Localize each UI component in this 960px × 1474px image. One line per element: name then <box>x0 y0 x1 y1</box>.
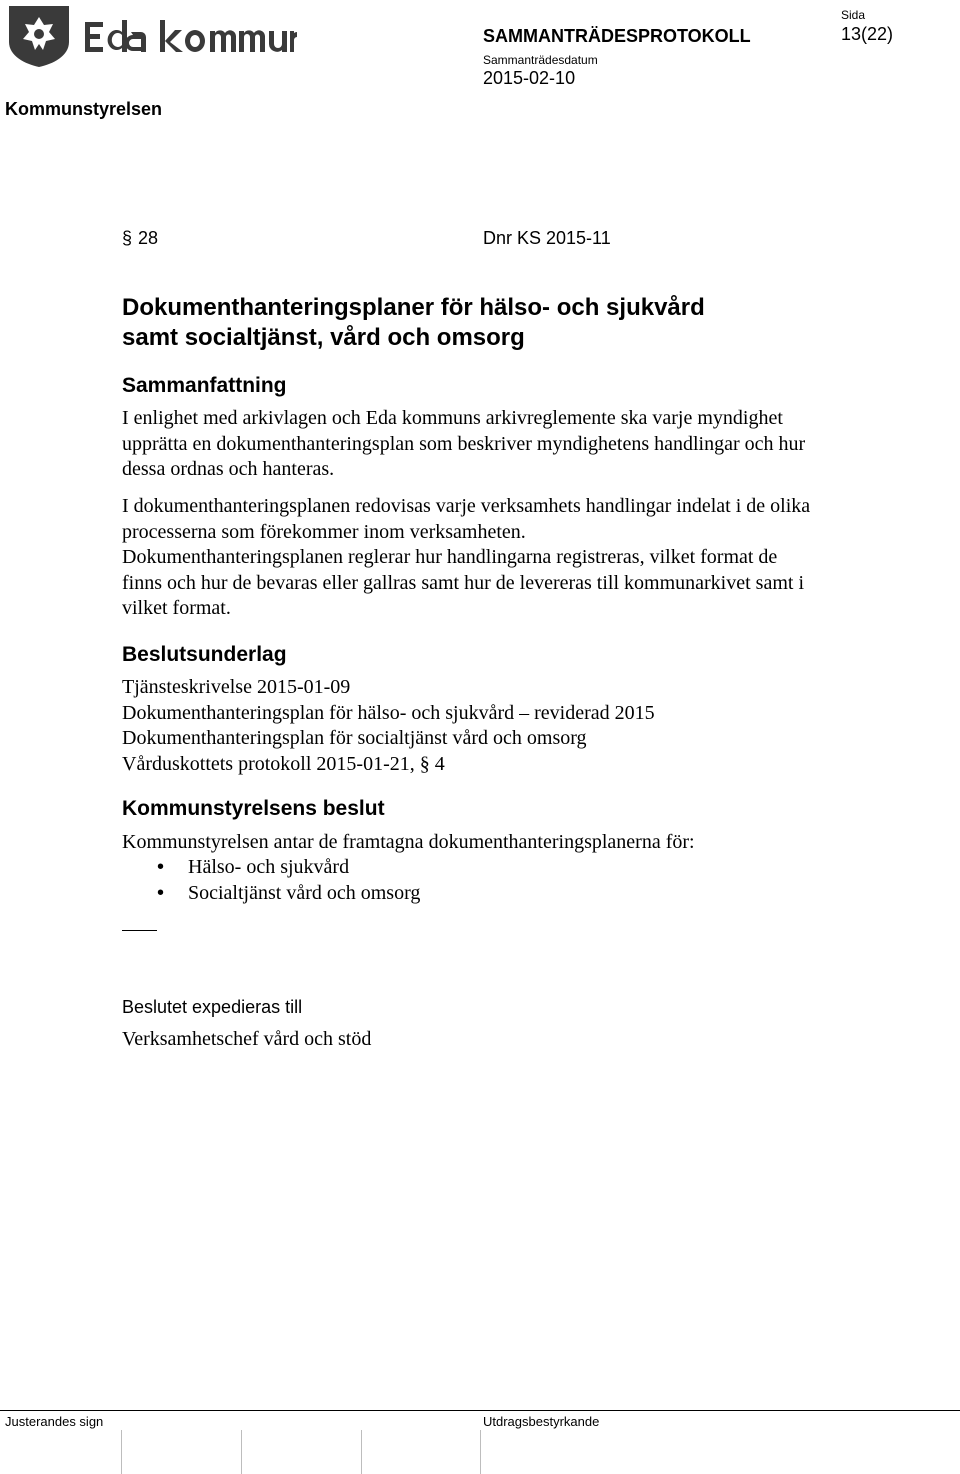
paragraph-sign: § <box>122 228 133 248</box>
eda-kommun-logo <box>7 4 297 68</box>
dispatch-recipient: Verksamhetschef vård och stöd <box>122 1028 372 1050</box>
document-title-line-2: samt socialtjänst, vård och omsorg <box>122 324 525 351</box>
document-title-line-1: Dokumenthanteringsplaner för hälso- och sjukvård <box>122 294 705 321</box>
protocol-title: SAMMANTRÄDESPROTOKOLL <box>483 26 751 46</box>
signature-box-divider <box>241 1430 242 1474</box>
board-decision-item-text: Socialtjänst vård och omsorg <box>188 881 421 904</box>
page-label: Sida <box>841 8 866 22</box>
board-decision-item-text: Hälso- och sjukvård <box>188 856 350 878</box>
paragraph-number-line <box>122 228 158 249</box>
organ-name: Kommunstyrelsen <box>5 99 163 119</box>
board-decision-item <box>122 881 420 907</box>
decision-basis-item: Dokumenthanteringsplan för hälso- och sjukvård – reviderad 2015 <box>122 701 655 724</box>
board-decision-list <box>122 855 420 906</box>
bullet-icon: • <box>157 881 165 904</box>
signature-label: Justerandes sign <box>5 1414 104 1429</box>
dispatch-heading: Beslutet expedieras till <box>122 997 303 1017</box>
board-decision-text: Kommunstyrelsen antar de framtagna dokumenthanteringsplanerna för: <box>122 831 695 853</box>
signature-box-divider <box>121 1430 122 1474</box>
board-decision-item <box>122 855 420 881</box>
signature-box-divider <box>480 1430 481 1474</box>
bullet-icon: • <box>157 856 165 878</box>
section-end-rule <box>122 930 157 931</box>
footer-rule <box>0 1410 960 1411</box>
meeting-date-value: 2015-02-10 <box>483 68 576 88</box>
decision-basis-item: Vårduskottets protokoll 2015-01-21, § 4 <box>122 752 445 775</box>
decision-basis-item: Dokumenthanteringsplan för socialtjänst vård och omsorg <box>122 727 587 749</box>
summary-heading: Sammanfattning <box>122 374 287 397</box>
meeting-date-label: Sammanträdesdatum <box>483 53 598 67</box>
summary-paragraph-2b: Dokumenthanteringsplanen reglerar hur handlingarna registreras, vilket format de finns och hur de bevaras eller gallras samt hur de levereras till kommunarkivet samt i vilket format. <box>122 546 805 619</box>
extract-certification-label: Utdragsbestyrkande <box>483 1414 600 1429</box>
decision-basis-heading: Beslutsunderlag <box>122 643 287 666</box>
signature-box-divider <box>361 1430 362 1474</box>
paragraph-number: 28 <box>138 228 159 248</box>
summary-paragraph-1: I enlighet med arkivlagen och Eda kommuns arkivreglemente ska varje myndighet upprätta en dokumenthanteringsplan som beskriver myndighetens handlingar och hur dessa ordnas och hanteras. <box>122 407 806 480</box>
decision-basis-list <box>122 675 822 777</box>
municipal-shield-icon <box>9 6 69 67</box>
eda-kommun-wordmark <box>85 20 297 52</box>
decision-basis-item: Tjänsteskrivelse 2015-01-09 <box>122 676 351 698</box>
page-number: 13(22) <box>841 24 894 44</box>
document-title <box>122 293 822 353</box>
diary-number: Dnr KS 2015-11 <box>483 228 611 248</box>
summary-paragraph-2a: I dokumenthanteringsplanen redovisas varje verksamhets handlingar indelat i de olika processerna som förekommer inom verksamheten. <box>122 495 811 543</box>
board-decision-heading: Kommunstyrelsens beslut <box>122 797 385 820</box>
summary-paragraph-2 <box>122 494 822 622</box>
